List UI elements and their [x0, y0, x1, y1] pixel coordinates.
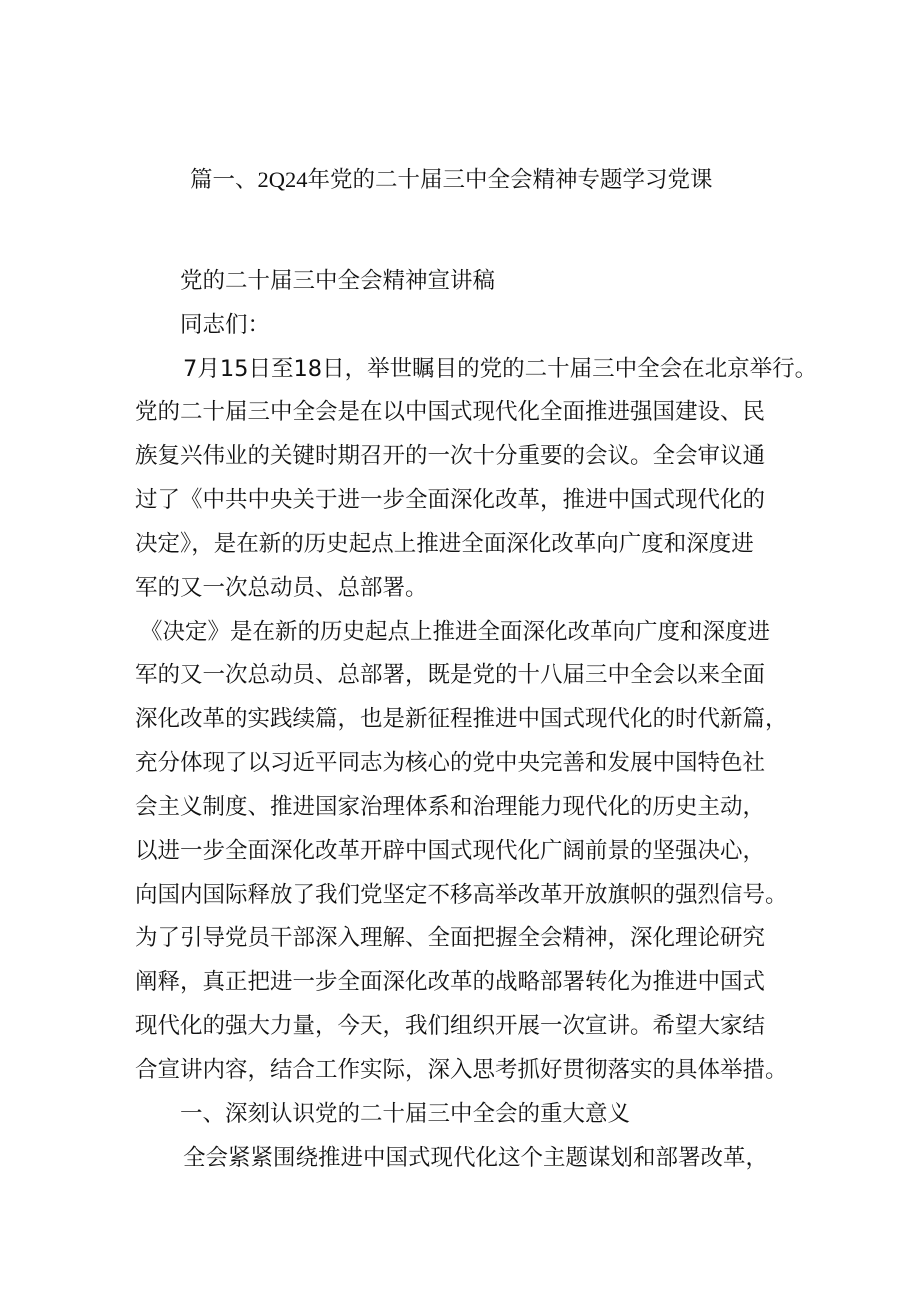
- paragraph-line: 决定》，是在新的历史起点上推进全面深化改革向广度和深度进: [135, 531, 754, 557]
- paragraph-line: 现代化的强大力量，今天，我们组织开展一次宣讲。希望大家结: [135, 1013, 766, 1039]
- paragraph-line: 充分体现了以习近平同志为核心的党中央完善和发展中国特色社: [135, 750, 766, 776]
- paragraph-line: 过了《中共中央关于进一步全面深化改革，推进中国式现代化的: [135, 487, 766, 513]
- paragraph-line: 军的又一次总动员、总部署，既是党的十八届三中全会以来全面: [135, 662, 766, 688]
- paragraph-line: 7月15日至18日，举世瞩目的党的二十届三中全会在北京举行。: [183, 356, 818, 382]
- paragraph-line: 为了引导党员干部深入理解、全面把握全会精神，深化理论研究: [135, 925, 766, 951]
- paragraph-line: 党的二十届三中全会是在以中国式现代化全面推进强国建设、民: [135, 399, 766, 425]
- salutation: 同志们：: [180, 312, 271, 338]
- paragraph-line: 军的又一次总动员、总部署。: [135, 575, 428, 601]
- paragraph-line: 深化改革的实践续篇，也是新征程推进中国式现代化的时代新篇，: [135, 706, 788, 732]
- section-heading: 一、深刻认识党的二十届三中全会的重大意义: [180, 1101, 631, 1127]
- paragraph-line: 合宣讲内容，结合工作实际，深入思考抓好贯彻落实的具体举措。: [135, 1057, 788, 1083]
- paragraph-line: 族复兴伟业的关键时期召开的一次十分重要的会议。全会审议通: [135, 443, 766, 469]
- paragraph-line: 以进一步全面深化改革开辟中国式现代化广阔前景的坚强决心，: [135, 838, 766, 864]
- document-title: 篇一、2Q24年党的二十届三中全会精神专题学习党课: [190, 167, 713, 192]
- paragraph-line: 会主义制度、推进国家治理体系和治理能力现代化的历史主动，: [135, 794, 766, 820]
- paragraph-line: 向国内国际释放了我们党坚定不移高举改革开放旗帜的强烈信号。: [135, 882, 788, 908]
- paragraph-line: 《决定》是在新的历史起点上推进全面深化改革向广度和深度进: [140, 619, 771, 645]
- paragraph-line: 阐释，真正把进一步全面深化改革的战略部署转化为推进中国式: [135, 969, 766, 995]
- document-subtitle: 党的二十届三中全会精神宣讲稿: [180, 268, 496, 294]
- paragraph-line: 全会紧紧围绕推进中国式现代化这个主题谋划和部署改革，: [183, 1145, 769, 1171]
